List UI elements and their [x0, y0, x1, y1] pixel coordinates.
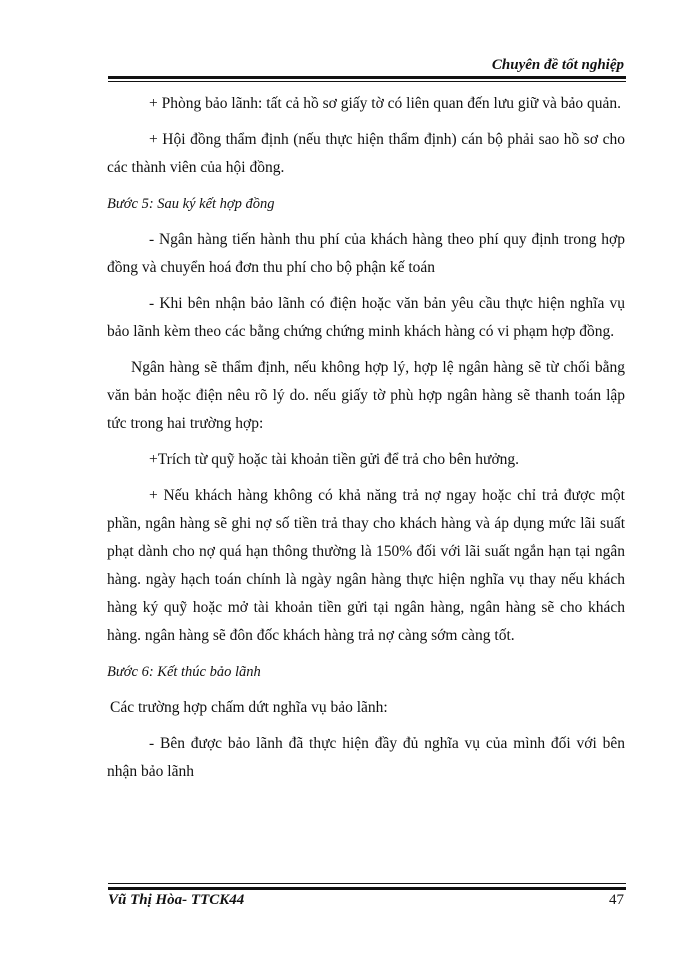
paragraph-hoi-dong-tham-dinh: + Hội đồng thẩm định (nếu thực hiện thẩm định) cán bộ phải sao hồ sơ cho các thành viên của hội đồng. [107, 131, 625, 176]
paragraph-thu-phi: - Ngân hàng tiến hành thu phí của khách hàng theo phí quy định trong hợp đồng và chuyển hoá đơn thu phí cho bộ phận kế toán [107, 231, 625, 276]
paragraph-tham-dinh-thanh-toan: Ngân hàng sẽ thẩm định, nếu không hợp lý, hợp lệ ngân hàng sẽ từ chối bằng văn bản hoặc điện nêu rõ lý do. nếu giấy tờ phù hợp ngân hàng sẽ thanh toán lập tức trong hai trường hợp: [107, 359, 625, 432]
header-rule-thin [108, 81, 626, 82]
step-6-heading: Bước 6: Kết thúc bảo lãnh [107, 664, 261, 680]
footer-rule-thin [108, 883, 626, 884]
footer-rule-thick [108, 887, 626, 890]
step-5-heading: Bước 5: Sau ký kết hợp đồng [107, 196, 275, 212]
paragraph-phong-bao-lanh: + Phòng bảo lãnh: tất cả hồ sơ giấy tờ có liên quan đến lưu giữ và bảo quản. [149, 95, 621, 112]
paragraph-thuc-hien-day-du: - Bên được bảo lãnh đã thực hiện đầy đủ nghĩa vụ của mình đối với bên nhận bảo lãnh [107, 735, 625, 780]
paragraph-ghi-no: + Nếu khách hàng không có khả năng trả nợ ngay hoặc chỉ trả được một phần, ngân hàng sẽ ghi nợ số tiền trả thay cho khách hàng và áp dụng mức lãi suất phạt dành cho nợ quá hạn thông thường là 150% đối với lãi suất ngắn hạn tại ngân hàng. ngày hạch toán chính là ngày ngân hàng thực hiện nghĩa vụ thay nếu khách hàng ký quỹ hoặc mở tài khoản tiền gửi tại ngân hàng, ngân hàng sẽ cho khách hàng. ngân hàng sẽ đôn đốc khách hàng trả nợ càng sớm càng tốt. [107, 487, 625, 644]
paragraph-trich-quy: +Trích từ quỹ hoặc tài khoản tiền gửi để trả cho bên hưởng. [149, 451, 520, 468]
paragraph-cham-dut: Các trường hợp chấm dứt nghĩa vụ bảo lãnh: [110, 699, 388, 716]
header-rule-thick [108, 76, 626, 79]
header-title: Chuyên đề tốt nghiệp [491, 57, 624, 73]
body-text [107, 90, 625, 794]
page-number: 47 [609, 892, 624, 908]
paragraph-yeu-cau-thuc-hien: - Khi bên nhận bảo lãnh có điện hoặc văn bản yêu cầu thực hiện nghĩa vụ bảo lãnh kèm theo các bằng chứng chứng minh khách hàng có vi phạm hợp đồng. [107, 295, 625, 340]
footer-author: Vũ Thị Hòa- TTCK44 [108, 892, 245, 908]
